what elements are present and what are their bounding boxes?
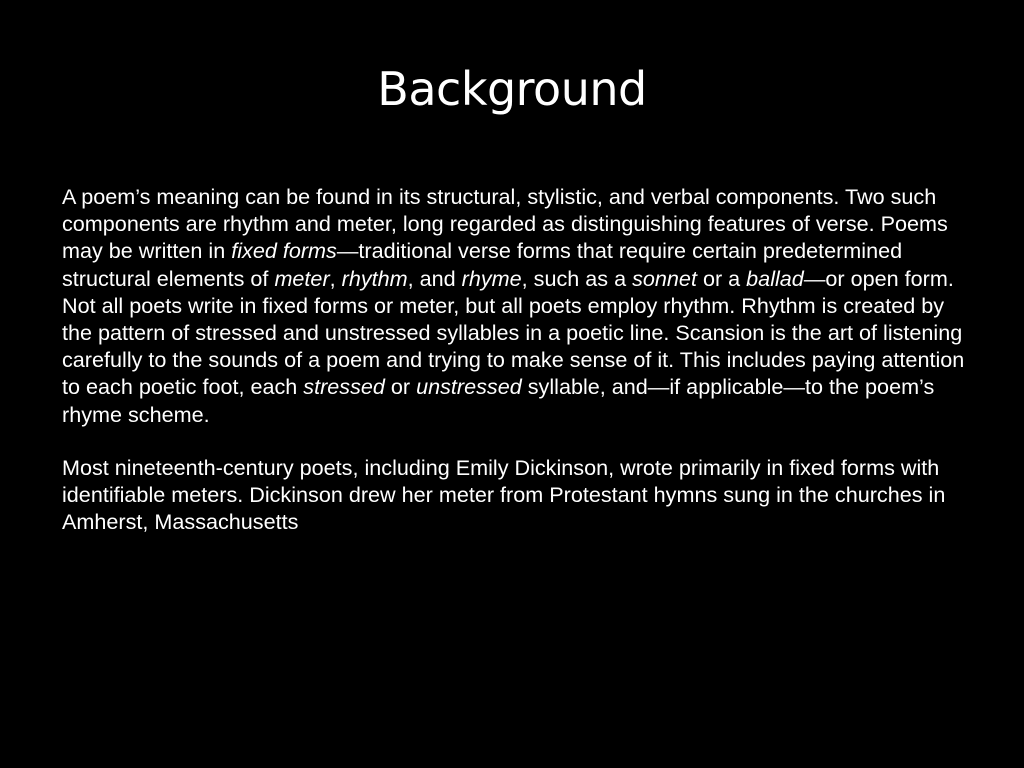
slide-body <box>62 183 967 535</box>
paragraph-dickinson: Most nineteenth-century poets, including Emily Dickinson, wrote primarily in fixed forms with identifiable meters. Dickinson drew her meter from Protestant hymns sung in the churches in Amherst, Massachusetts <box>62 454 946 535</box>
term-rhythm: rhythm <box>341 265 408 291</box>
paragraph-1-text-3: , <box>329 265 342 291</box>
paragraph-1-text-7: —or open form. Not all poets write in fixed forms or meter, but all poets employ rhythm. Rhythm is created by the pattern of stressed and unstressed syllables in a poetic line. Scansion is the art of listening carefully to the sounds of a poem and trying to make sense of it. This includes paying attention to each poetic foot, each <box>62 265 965 400</box>
paragraph-rhythm-meter <box>62 183 967 428</box>
paragraph-1-text-1: A poem’s meaning can be found in its structural, stylistic, and verbal components. Two such components are rhythm and meter, long regarded as distinguishing features of verse. Poems may be written in <box>62 184 948 264</box>
term-fixed-forms: fixed forms <box>231 238 337 264</box>
term-unstressed: unstressed <box>416 374 522 400</box>
term-ballad: ballad <box>746 265 804 291</box>
paragraph-1-text-9: syllable, and—if applicable—to the poem’s rhyme scheme. <box>62 374 935 427</box>
paragraph-1-text-4: , and <box>407 265 462 291</box>
term-meter: meter <box>274 265 330 291</box>
paragraph-1-text-6: or a <box>696 265 747 291</box>
slide-title: Background <box>377 62 647 116</box>
term-rhyme: rhyme <box>461 265 522 291</box>
paragraph-1-text-5: , such as a <box>521 265 633 291</box>
paragraph-1-text-8: or <box>384 374 417 400</box>
paragraph-1-text-2: —traditional verse forms that require certain predetermined structural elements of <box>62 238 903 291</box>
term-stressed: stressed <box>303 374 385 400</box>
term-sonnet: sonnet <box>632 265 697 291</box>
